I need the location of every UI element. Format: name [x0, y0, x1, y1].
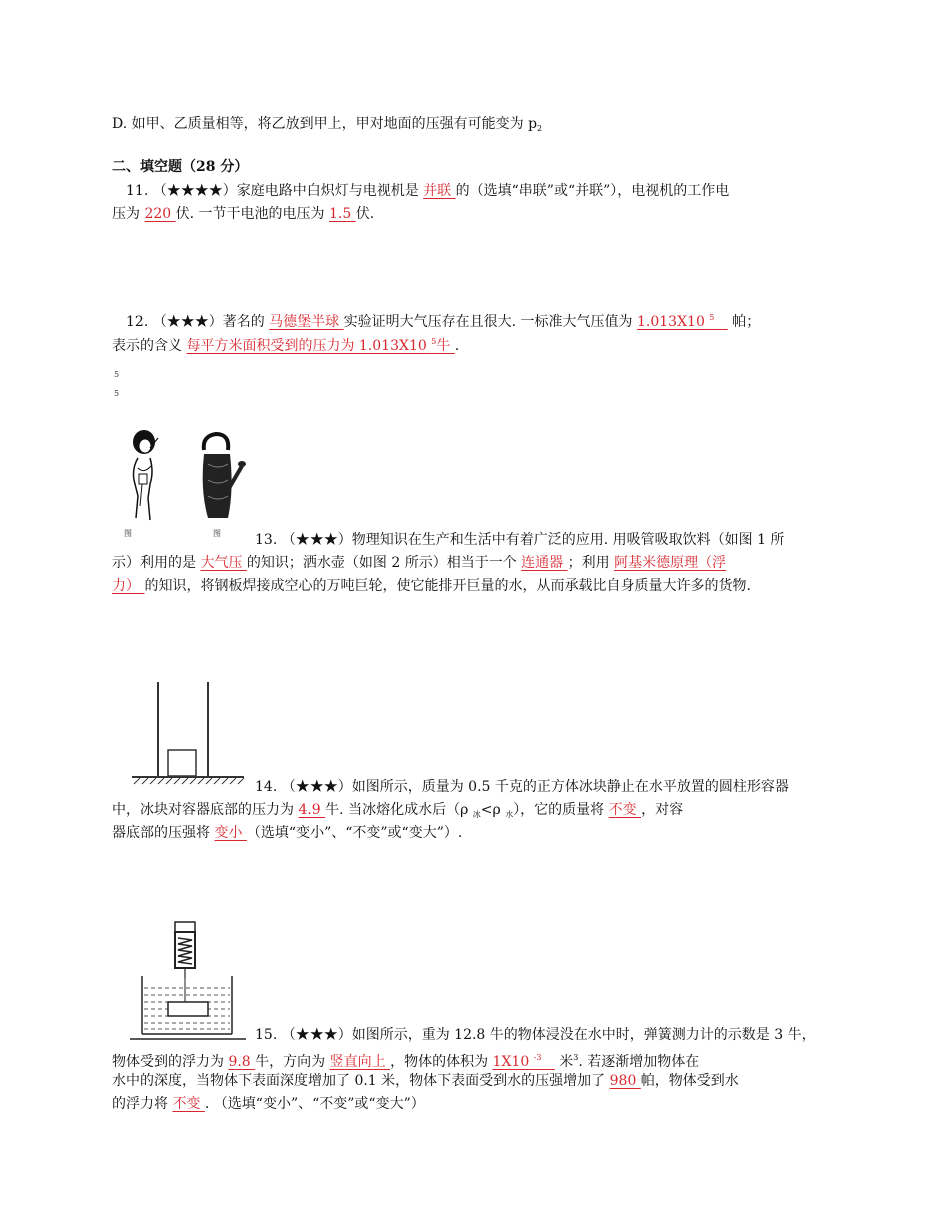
- q11-line2: [112, 204, 374, 224]
- q12-answer-2: [637, 314, 728, 330]
- figure-q15-spring-scale: [128, 918, 248, 1043]
- option-d-text: D. 如甲、乙质量相等，将乙放到甲上，甲对地面的压强有可能变为 p: [112, 116, 538, 132]
- q14-subscript-water: 水: [505, 810, 514, 819]
- q11-answer-1: 并联: [423, 183, 456, 199]
- q14-answer-1: 4.9: [298, 802, 326, 818]
- q13-line3: [112, 576, 751, 596]
- q15-text: 物体受到的浮力为: [112, 1054, 229, 1070]
- figure-1-label: 图: [124, 529, 132, 538]
- q11-text: 伏. 一节干电池的电压为: [175, 206, 329, 222]
- q15-line4: [112, 1094, 425, 1114]
- figure-2-watering-can: [198, 430, 248, 525]
- q12-text: .: [454, 338, 460, 354]
- q13-text: 的知识；洒水壶（如图 2 所示）相当于一个: [246, 555, 522, 571]
- q13-text: 13. （★★★）物理知识在生产和生活中有着广泛的应用. 用吸管吸取饮料（如图 1 所: [255, 532, 785, 548]
- q14-text: 中，冰块对容器底部的压力为: [112, 802, 299, 818]
- q13-answer-2: 连通器: [521, 555, 568, 571]
- q12-answer-3-exp: 5: [431, 337, 437, 346]
- q15-answer-3-exp: -3: [533, 1053, 542, 1062]
- q12-answer-3-base: 每平方米面积受到的压力为 1.013X10: [186, 338, 432, 354]
- q15-answer-3: [493, 1054, 555, 1070]
- q14-line1: [255, 777, 789, 797]
- q12-answer-3: [186, 338, 454, 354]
- q13-answer-3: 阿基米德原理（浮: [614, 555, 727, 571]
- q12-answer-3-unit: 牛: [436, 338, 455, 354]
- q13-line1: [255, 530, 784, 550]
- q14-line2: [112, 800, 683, 825]
- q15-answer-3-base: 1X10: [492, 1054, 534, 1070]
- stray-mark-1: 5: [114, 370, 120, 379]
- q12-line2: [112, 332, 459, 356]
- section-title: 二、填空题（28 分）: [112, 159, 249, 175]
- q15-text: 水中的深度，当物体下表面深度增加了 0.1 米，物体下表面受到水的压强增加了: [112, 1073, 610, 1089]
- q14-text: 14. （★★★）如图所示，质量为 0.5 千克的正方体冰块静止在水平放置的圆柱形容器: [255, 779, 789, 795]
- q12-answer-2-base: 1.013X10: [636, 314, 710, 330]
- q15-line2: [112, 1048, 699, 1072]
- q11-answer-2: 220: [144, 206, 176, 222]
- q12-text: 帕；: [727, 314, 761, 330]
- q14-text: 器底部的压强将: [112, 825, 215, 841]
- q15-answer-1: 9.8: [228, 1054, 256, 1070]
- q14-text: 牛. 当冰熔化成水后（ρ: [325, 802, 473, 818]
- q12-text: 实验证明大气压存在且很大. 一标准大气压值为: [343, 314, 637, 330]
- q12-text: 表示的含义: [112, 338, 187, 354]
- figure-2-label: 图: [213, 529, 221, 538]
- q12-answer-2-exp: 5: [709, 313, 715, 322]
- q14-text: <ρ: [480, 802, 506, 818]
- q13-text: 的知识，将钢板焊接成空心的万吨巨轮，使它能排开巨量的水，从而承载比自身质量大许多的货物.: [144, 578, 751, 594]
- q11-text: 压为: [112, 206, 145, 222]
- q11-text: 伏.: [355, 206, 375, 222]
- option-d-subscript: 2: [537, 124, 543, 133]
- q15-text: 米: [554, 1054, 574, 1070]
- q13-text: ；利用: [567, 555, 615, 571]
- q15-line1: [255, 1025, 816, 1045]
- q15-unit-exp: 3: [573, 1053, 579, 1062]
- q14-subscript-ice: 冰: [472, 810, 481, 819]
- q14-answer-2: 不变: [608, 802, 642, 818]
- q15-answer-3-pad: [541, 1054, 545, 1070]
- stray-mark-2: 5: [114, 389, 120, 398]
- q12-text: 12. （★★★）著名的: [126, 314, 270, 330]
- figure-q14-ice-container: [128, 680, 248, 790]
- option-d: [112, 114, 542, 139]
- q12-line1: [126, 308, 760, 332]
- q15-text: 帕，物体受到水: [640, 1073, 739, 1089]
- q11-line1: [126, 181, 729, 201]
- q14-text: ，对容: [641, 802, 684, 818]
- q15-text: . 若逐渐增加物体在: [578, 1054, 700, 1070]
- q11-text: 的（选填“串联”或“并联”），电视机的工作电: [455, 183, 730, 199]
- q15-answer-5: 不变: [172, 1096, 205, 1112]
- q15-line3: [112, 1071, 739, 1091]
- q11-answer-3: 1.5: [328, 206, 356, 222]
- q11-text: 11. （★★★★）家庭电路中白炽灯与电视机是: [126, 183, 424, 199]
- q14-text: ），它的质量将: [513, 802, 609, 818]
- q13-text: 示）利用的是: [112, 555, 201, 571]
- q15-text: 15. （★★★）如图所示，重为 12.8 牛的物体浸没在水中时，弹簧测力计的示数是 3 牛，: [255, 1027, 816, 1043]
- q12-answer-1: 马德堡半球: [269, 314, 344, 330]
- figure-1-straw-drinking: [124, 428, 164, 528]
- q15-answer-4: 980: [609, 1073, 641, 1089]
- q13-line2: [112, 553, 726, 573]
- q13-answer-3-cont: 力）: [112, 578, 145, 594]
- q14-answer-3: 变小: [214, 825, 247, 841]
- q14-line3: [112, 823, 462, 843]
- q15-text: 的浮力将: [112, 1096, 173, 1112]
- q15-text: . （选填“变小”、“不变”或“变大”）: [204, 1096, 425, 1112]
- q13-answer-1: 大气压: [200, 555, 247, 571]
- q15-text: ，物体的体积为: [390, 1054, 493, 1070]
- q14-text: （选填“变小”、“不变”或“变大”）.: [246, 825, 463, 841]
- q15-answer-2: 竖直向上: [329, 1054, 391, 1070]
- q15-text: 牛，方向为: [255, 1054, 330, 1070]
